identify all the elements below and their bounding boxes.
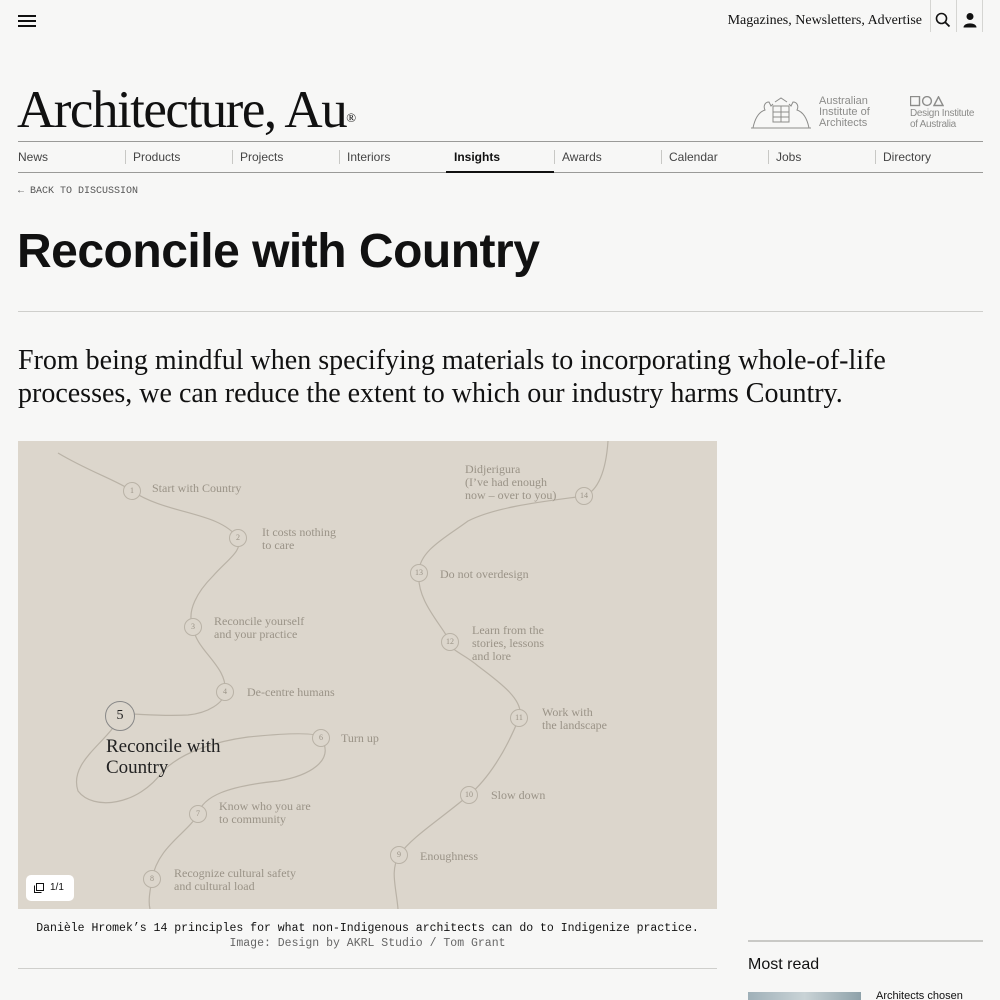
dia-shapes-icon — [910, 96, 944, 107]
image-counter[interactable]: 1/1 — [26, 875, 74, 901]
principle-label-7: Know who you are to community — [219, 799, 311, 826]
search-icon[interactable] — [935, 12, 951, 28]
principle-label-1: Start with Country — [152, 481, 242, 495]
divider — [18, 968, 717, 969]
principle-node-8: 8 — [143, 870, 161, 888]
divider — [748, 940, 983, 942]
article-image[interactable] — [18, 441, 717, 909]
site-logo[interactable]: Architecture, Au® — [17, 81, 357, 139]
principle-label-13: Do not overdesign — [440, 567, 529, 581]
principle-label-2: It costs nothing to care — [262, 525, 336, 552]
principle-label-8: Recognize cultural safety and cultural load — [174, 866, 296, 893]
principle-label-3: Reconcile yourself and your practice — [214, 614, 305, 641]
principle-node-5: 5 — [105, 701, 135, 731]
principle-node-6: 6 — [312, 729, 330, 747]
principle-label-10: Slow down — [491, 788, 546, 802]
divider — [18, 311, 983, 312]
principle-node-11: 11 — [510, 709, 528, 727]
nav-news[interactable]: News — [18, 150, 49, 164]
principle-label-4: De-centre humans — [247, 685, 335, 699]
principle-label-11: Work with the landscape — [542, 705, 607, 732]
principle-label-9: Enoughness — [420, 849, 478, 863]
top-links[interactable]: Magazines, Newsletters, Advertise — [727, 13, 922, 28]
divider — [956, 0, 957, 32]
principle-label-12: Learn from the stories, lessons and lore — [472, 623, 544, 663]
gallery-icon — [34, 883, 44, 893]
nav-calendar[interactable]: Calendar — [661, 142, 768, 173]
aia-crest-icon — [749, 96, 813, 130]
principle-node-1: 1 — [123, 482, 141, 500]
nav-awards[interactable]: Awards — [554, 142, 661, 173]
image-caption: Danièle Hromek’s 14 principles for what non-Indigenous architects can do to Indigenize practice. Image: Design by AKRL Studio / Tom Grant — [36, 922, 699, 950]
principle-node-9: 9 — [390, 846, 408, 864]
standfirst: From being mindful when specifying materials to incorporating whole-of-life processes, we can reduce the extent to which our industry harms Country. — [18, 345, 886, 409]
nav-directory[interactable]: Directory — [875, 142, 983, 173]
principle-node-12: 12 — [441, 633, 459, 651]
most-read-thumbnail[interactable] — [748, 992, 861, 1000]
principle-node-13: 13 — [410, 564, 428, 582]
nav-insights[interactable]: Insights — [446, 142, 554, 173]
page-title: Reconcile with Country — [17, 225, 540, 278]
principle-label-6: Turn up — [341, 731, 379, 745]
nav-interiors[interactable]: Interiors — [339, 142, 446, 173]
aia-logo[interactable] — [749, 96, 889, 132]
divider — [982, 0, 983, 32]
nav-jobs[interactable]: Jobs — [768, 142, 875, 173]
principles-diagram — [18, 441, 717, 909]
nav-projects[interactable]: Projects — [232, 142, 339, 173]
principle-label-14: Didjerigura (I’ve had enough now – over to you) — [465, 462, 557, 502]
dia-logo[interactable] — [910, 96, 990, 132]
principle-node-7: 7 — [189, 805, 207, 823]
principle-label-5: Reconcile with Country — [106, 736, 221, 778]
menu-icon[interactable] — [18, 15, 36, 27]
principle-node-14: 14 — [575, 487, 593, 505]
nav-products[interactable]: Products — [125, 142, 232, 173]
aia-name: Australian Institute of Architects — [819, 95, 870, 129]
arrow-left-icon: ← — [18, 186, 25, 197]
principle-node-4: 4 — [216, 683, 234, 701]
principle-node-3: 3 — [184, 618, 202, 636]
back-to-discussion-link[interactable]: ← BACK TO DISCUSSION — [18, 186, 139, 197]
principle-node-2: 2 — [229, 529, 247, 547]
most-read-heading: Most read — [748, 956, 820, 973]
principle-node-10: 10 — [460, 786, 478, 804]
top-bar — [0, 0, 1000, 42]
main-nav — [18, 141, 983, 173]
most-read-item-title[interactable]: Architects chosen — [876, 990, 963, 1000]
divider — [930, 0, 931, 32]
user-icon[interactable] — [962, 12, 978, 28]
dia-name: Design Institute of Australia — [910, 108, 975, 130]
